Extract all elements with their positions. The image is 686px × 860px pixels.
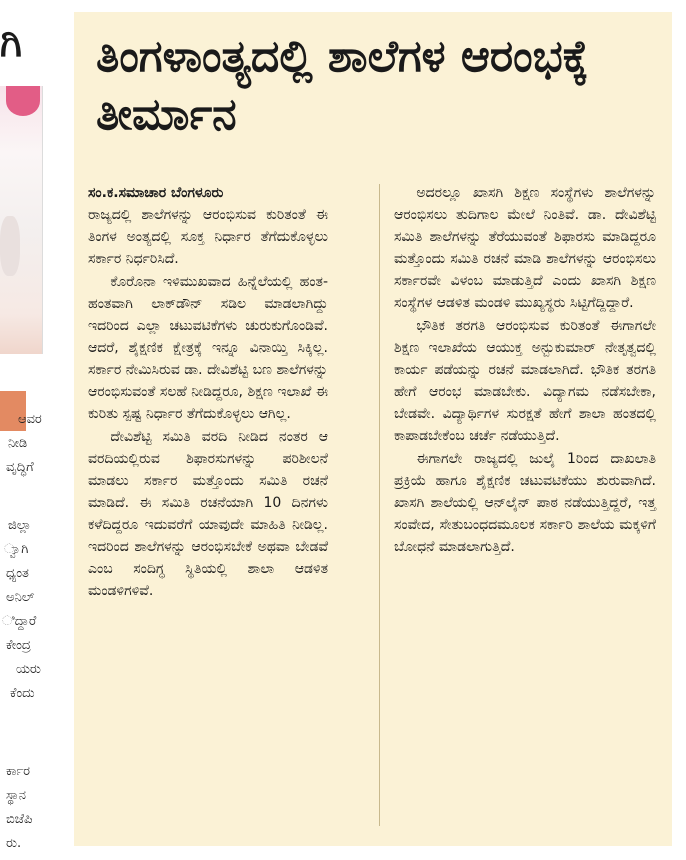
adjacent-text-fragment: ಸ್ಥಾನ <box>6 788 27 803</box>
adjacent-text-fragment: ಿದ್ದಾರೆ <box>2 614 37 629</box>
article-paragraph: ಅದರಲ್ಲೂ ಖಾಸಗಿ ಶಿಕ್ಷಣ ಸಂಸ್ಥೆಗಳು ಶಾಲೆಗಳನ್ನು ಆರಂಭಿಸಲು ತುದಿಗಾಲ ಮೇಲೆ ನಿಂತಿವೆ. ಡಾ. ದೇವಿಶೆಟ್ಟಿ ಸಮಿತಿ ಶಾಲೆಗಳನ್ನು ತೆರೆಯುವಂತೆ ಶಿಫಾರಸು ಮಾಡಿದ್ದರೂ ಮತ್ತೊಂದು ಸಮಿತಿ ರಚನೆ ಮಾಡಿ ಶಾಲೆಗಳನ್ನು ಆರಂಭಿಸಲು ಸರ್ಕಾರವೇ ವಿಳಂಬ ಮಾಡುತ್ತಿದೆ ಎಂದು ಖಾಸಗಿ ಶಿಕ್ಷಣ ಸಂಸ್ಥೆಗಳ ಆಡಳಿತ ಮಂಡಳಿ ಮುಖ್ಯಸ್ಥರು ಸಿಟ್ಟಿಗೆದ್ದಿದ್ದಾರೆ. <box>394 185 656 311</box>
article-paragraph: ಕೊರೊನಾ ಇಳಿಮುಖವಾದ ಹಿನ್ನೆಲೆಯಲ್ಲಿ ಹಂತ-ಹಂತವಾಗಿ ಲಾಕ್‌ಡೌನ್ ಸಡಿಲ ಮಾಡಲಾಗಿದ್ದು ಇದರಿಂದ ಎಲ್ಲಾ ಚಟುವಟಿಕೆಗಳು ಚುರುಕುಗೊಂಡಿವೆ. ಆದರೆ, ಶೈಕ್ಷಣಿಕ ಕ್ಷೇತ್ರಕ್ಕೆ ಇನ್ನೂ ವಿನಾಯ್ತಿ ಸಿಕ್ಕಿಲ್ಲ. ಸರ್ಕಾರ ನೇಮಿಸಿರುವ ಡಾ. ದೇವಿಶೆಟ್ಟಿ ಬಣ ಶಾಲೆಗಳನ್ನು ಆರಂಭಿಸುವಂತೆ ಸಲಹೆ ನೀಡಿದ್ದರೂ, ಶಿಕ್ಷಣ ಇಲಾಖೆ ಈ ಕುರಿತು ಸ್ಪಷ್ಟ ನಿರ್ಧಾರ ತೆಗೆದುಕೊಳ್ಳಲು ಆಗಿಲ್ಲ. <box>88 274 328 422</box>
article-paragraph: ದೇವಿಶೆಟ್ಟಿ ಸಮಿತಿ ವರದಿ ನೀಡಿದ ನಂತರ ಆ ವರದಿಯಲ್ಲಿರುವ ಶಿಫಾರಸುಗಳನ್ನು ಪರಿಶೀಲನೆ ಮಾಡಲು ಸರ್ಕಾರ ಮತ್ತೊಂದು ಸಮಿತಿ ರಚನೆ ಮಾಡಿದೆ. ಈ ಸಮಿತಿ ರಚನೆಯಾಗಿ 10 ದಿನಗಳು ಕಳೆದಿದ್ದರೂ ಇದುವರೆಗೆ ಯಾವುದೇ ಮಾಹಿತಿ ನೀಡಿಲ್ಲ. ಇದರಿಂದ ಶಾಲೆಗಳನ್ನು ಆರಂಭಿಸಬೇಕೆ ಅಥವಾ ಬೇಡವೆ ಎಂಬ ಸಂದಿಗ್ಧ ಸ್ಥಿತಿಯಲ್ಲಿ ಶಾಲಾ ಆಡಳಿತ ಮಂಡಳಿಗಳಿವೆ. <box>88 429 328 599</box>
adjacent-text-fragment: ಅನಿಲ್ <box>6 590 35 605</box>
article-paragraph: ಭೌತಿಕ ತರಗತಿ ಆರಂಭಿಸುವ ಕುರಿತಂತೆ ಈಗಾಗಲೇ ಶಿಕ್ಷಣ ಇಲಾಖೆಯ ಆಯುಕ್ತ ಅನ್ಬುಕುಮಾರ್ ನೇತೃತ್ವದಲ್ಲಿ ಕಾರ್ಯ ಪಡೆಯನ್ನು ರಚನೆ ಮಾಡಲಾಗಿದೆ. ಭೌತಿಕ ತರಗತಿ ಹೇಗೆ ಆರಂಭ ಮಾಡಬೇಕು. ವಿದ್ಯಾಗಮ ನಡೆಸಬೇಕಾ, ಬೇಡವೇ. ವಿದ್ಯಾರ್ಥಿಗಳ ಸುರಕ್ಷತೆ ಹೇಗೆ ಶಾಲಾ ಹಂತದಲ್ಲಿ ಕಾಪಾಡಬೇಕೆಂಬ ಚರ್ಚೆ ನಡೆಯುತ್ತಿದೆ. <box>394 318 656 444</box>
adjacent-text-fragment: ನೀಡಿ <box>8 436 28 451</box>
article-column-right <box>394 182 656 559</box>
adjacent-text-fragment: ಜಿಲ್ಲಾ <box>8 518 32 533</box>
news-article <box>74 12 672 846</box>
adjacent-text-fragment: ಕೆಂದು <box>10 686 35 701</box>
adjacent-text-fragment: ಬಿಜೆಪಿ <box>6 812 33 827</box>
adjacent-text-fragment: ಯರು <box>16 662 41 677</box>
adjacent-text-fragment: ಧ್ಯಂತ <box>6 566 29 581</box>
adjacent-photo <box>0 86 43 354</box>
adjacent-text-fragment: ರ್ಕಾರ <box>6 764 31 779</box>
adjacent-headline-fragment: ಗಿ <box>0 20 22 66</box>
adjacent-text-fragment: ಆವರ <box>18 412 42 427</box>
photo-flower <box>6 86 40 116</box>
adjacent-text-fragment: ಕೇಂದ್ರ <box>6 638 31 653</box>
article-headline: ತಿಂಗಳಾಂತ್ಯದಲ್ಲಿ ಶಾಲೆಗಳ ಆರಂಭಕ್ಕೆ ತೀರ್ಮಾನ <box>96 31 589 140</box>
article-byline: ಸಂ.ಕ.ಸಮಾಚಾರ ಬೆಂಗಳೂರು <box>88 185 224 201</box>
article-paragraph: ರಾಜ್ಯದಲ್ಲಿ ಶಾಲೆಗಳನ್ನು ಆರಂಭಿಸುವ ಕುರಿತಂತೆ ಈ ತಿಂಗಳ ಅಂತ್ಯದಲ್ಲಿ ಸೂಕ್ತ ನಿರ್ಧಾರ ತೆಗೆದುಕೊಳ್ಳಲು ಸರ್ಕಾರ ನಿರ್ಧರಿಸಿದೆ. <box>88 207 328 267</box>
adjacent-article-strip <box>0 0 70 860</box>
adjacent-text-fragment: ್ವಾಗಿ <box>4 542 29 557</box>
adjacent-text-fragment: ರು. <box>6 836 22 851</box>
article-column-left <box>88 182 328 603</box>
adjacent-text-fragment: ವೃದ್ಧಿಗೆ <box>6 460 34 475</box>
photo-shape <box>0 216 20 276</box>
column-divider <box>379 184 380 826</box>
article-paragraph: ಈಗಾಗಲೇ ರಾಜ್ಯದಲ್ಲಿ ಜುಲೈ 1ರಿಂದ ದಾಖಲಾತಿ ಪ್ರಕ್ರಿಯೆ ಹಾಗೂ ಶೈಕ್ಷಣಿಕ ಚಟುವಟಿಕೆಯು ಶುರುವಾಗಿದೆ. ಖಾಸಗಿ ಶಾಲೆಯಲ್ಲಿ ಆನ್‌ಲೈನ್ ಪಾಠ ನಡೆಯುತ್ತಿದ್ದರೆ, ಇತ್ತ ಸಂವೇದ, ಸೇತುಬಂಧದಮೂಲಕ ಸರ್ಕಾರಿ ಶಾಲೆಯ ಮಕ್ಕಳಿಗೆ ಬೋಧನೆ ಮಾಡಲಾಗುತ್ತಿದೆ. <box>394 451 656 555</box>
